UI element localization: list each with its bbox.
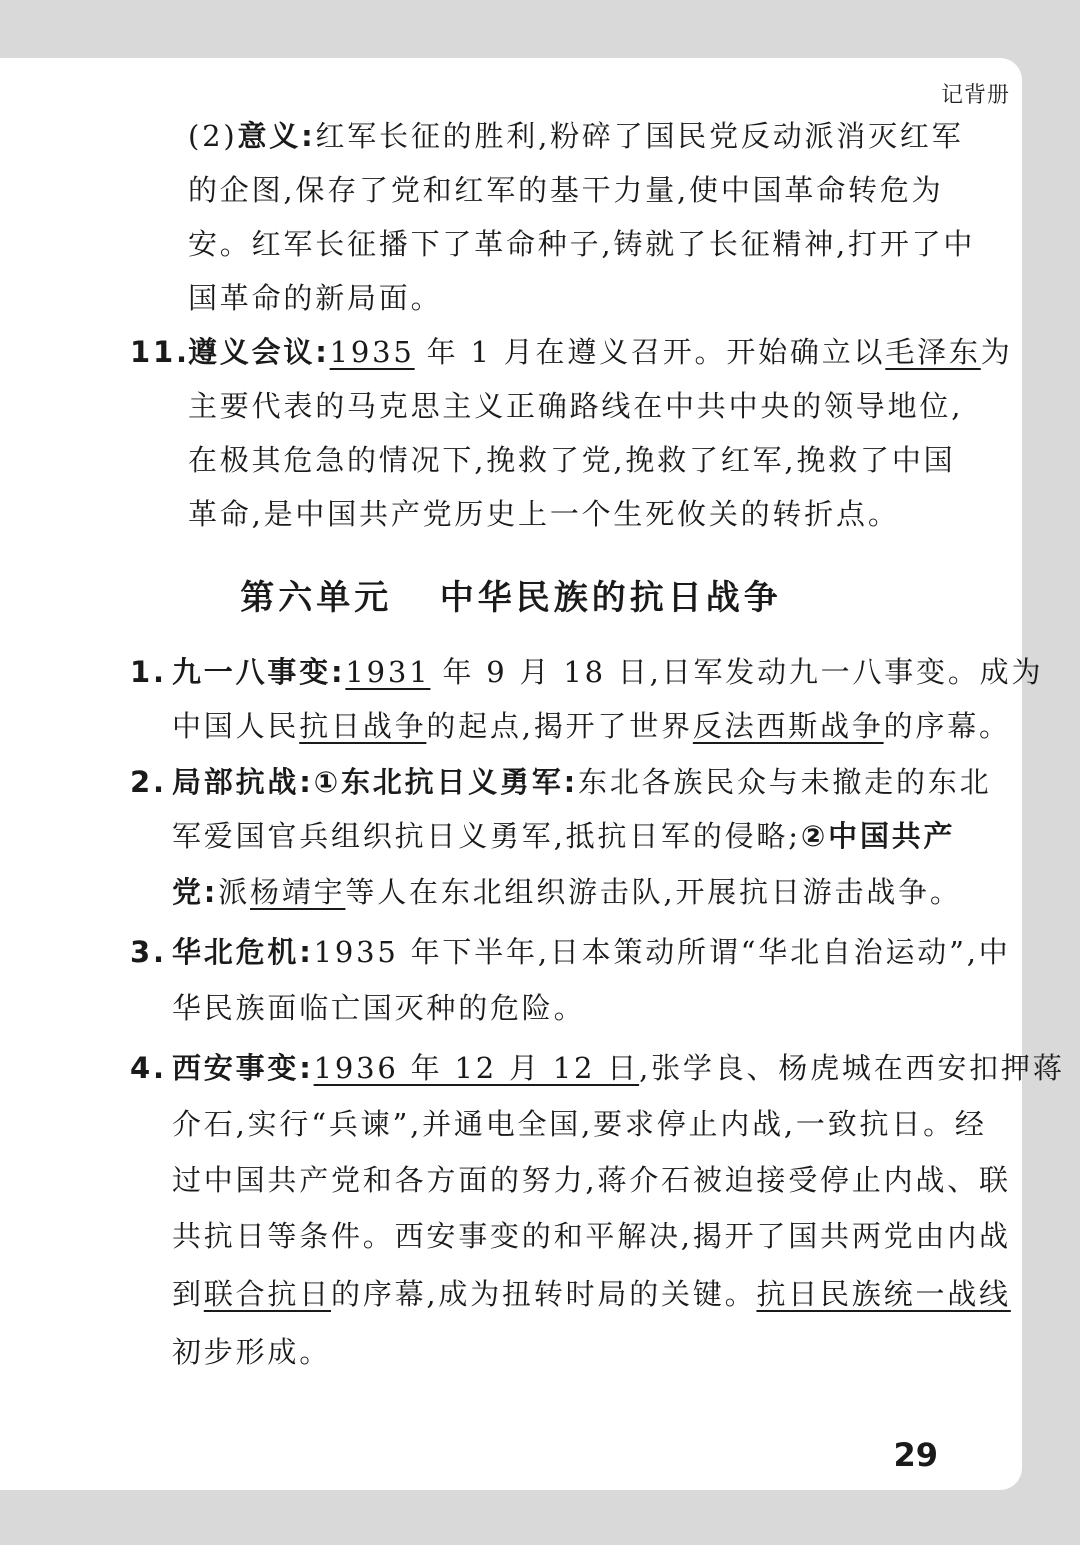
item10-term: 意义: xyxy=(237,119,316,153)
item11-text-b: 为 xyxy=(980,335,1013,369)
unit-item2-sub2-term: ②中国共产 xyxy=(800,819,956,853)
unit-item2-l3-a: 派 xyxy=(218,875,251,909)
unit-item4-front-underlined: 抗日民族统一战线 xyxy=(756,1277,1011,1311)
item10-line2: 的企图,保存了党和红军的基干力量,使中国革命转危为 xyxy=(188,173,944,207)
unit-item3-text: 1935 年下半年,日本策动所谓“华北自治运动”,中 xyxy=(313,935,1011,969)
item11-number: 11. xyxy=(130,335,190,369)
item10-line3: 安。红军长征播下了革命种子,铸就了长征精神,打开了中 xyxy=(188,227,976,261)
unit-item4-l5-b: 的序幕,成为扭转时局的关键。 xyxy=(331,1277,757,1311)
unit-item2-sub2-term-end: 党: xyxy=(172,875,219,909)
unit-item4-number: 4. xyxy=(130,1051,167,1085)
unit-item1-number: 1. xyxy=(130,655,167,689)
item11-line1 xyxy=(188,332,1013,372)
item11-line4: 革命,是中国共产党历史上一个生死攸关的转折点。 xyxy=(188,497,900,531)
unit-item1-l2-a: 中国人民 xyxy=(172,709,300,743)
page-number: 29 xyxy=(893,1436,938,1474)
unit-item1-text-a: 年 9 月 18 日,日军发动九一八事变。成为 xyxy=(430,655,1044,689)
unit-item2-yang-underlined: 杨靖宇 xyxy=(250,875,346,909)
unit-item4-date-underlined: 1936 年 12 月 12 日 xyxy=(313,1051,640,1085)
unit-item2-line1 xyxy=(172,762,991,802)
unit-item1-l2-b: 的起点,揭开了世界 xyxy=(426,709,693,743)
item10-line4: 国革命的新局面。 xyxy=(188,281,443,315)
unit-item4-line2: 介石,实行“兵谏”,并通电全国,要求停止内战,一致抗日。经 xyxy=(172,1107,987,1141)
unit-item3-line1 xyxy=(172,932,1011,972)
unit-item2-line2 xyxy=(172,816,955,856)
unit-item1-line1 xyxy=(172,652,1043,692)
unit-item4-united-underlined: 联合抗日 xyxy=(203,1277,332,1311)
unit-item3-number: 3. xyxy=(130,935,167,969)
unit-item1-year-underlined: 1931 xyxy=(345,655,431,689)
unit-item2-term: 局部抗战: xyxy=(172,765,314,799)
unit-item4-line6: 初步形成。 xyxy=(172,1335,332,1369)
item11-person-underlined: 毛泽东 xyxy=(885,335,981,369)
unit-item1-antifascist-underlined: 反法西斯战争 xyxy=(692,709,884,743)
unit-item2-line2-text: 军爱国官兵组织抗日义勇军,抵抗日军的侵略; xyxy=(172,819,801,853)
header-label: 记背册 xyxy=(940,83,1010,108)
unit-item2-sub1-text: 东北各族民众与未撤走的东北 xyxy=(577,765,992,799)
item11-term: 遵义会议: xyxy=(188,335,330,369)
item10-line1 xyxy=(188,116,964,156)
unit-item4-term: 西安事变: xyxy=(172,1051,314,1085)
unit-title: 第六单元 中华民族的抗日战争 xyxy=(240,578,782,618)
unit-item2-sub1-term: ①东北抗日义勇军: xyxy=(313,765,578,799)
unit-item4-line3: 过中国共产党和各方面的努力,蒋介石被迫接受停止内战、联 xyxy=(172,1163,1011,1197)
unit-item1-term: 九一八事变: xyxy=(172,655,346,689)
unit-item1-war-underlined: 抗日战争 xyxy=(299,709,427,743)
item11-year-underlined: 1935 xyxy=(329,335,415,369)
unit-item3-term: 华北危机: xyxy=(172,935,314,969)
item10-text: 红军长征的胜利,粉碎了国民党反动派消灭红军 xyxy=(315,119,964,153)
unit-item1-line2 xyxy=(172,706,1011,746)
item10-sub-prefix: (2) xyxy=(188,119,238,153)
unit-item2-number: 2. xyxy=(130,765,167,799)
unit-item4-l5-a: 到 xyxy=(172,1277,204,1311)
unit-item4-line5 xyxy=(172,1274,1011,1314)
unit-item4-line1 xyxy=(172,1048,1065,1088)
item11-line3: 在极其危急的情况下,挽救了党,挽救了红军,挽救了中国 xyxy=(188,443,956,477)
unit-item3-line2: 华民族面临亡国灭种的危险。 xyxy=(172,991,586,1025)
unit-item4-text-a: ,张学良、杨虎城在西安扣押蒋 xyxy=(639,1051,1065,1085)
unit-item2-l3-b: 等人在东北组织游击队,开展抗日游击战争。 xyxy=(345,875,962,909)
unit-item4-line4: 共抗日等条件。西安事变的和平解决,揭开了国共两党由内战 xyxy=(172,1219,1011,1253)
item11-text-a: 年 1 月在遵义召开。开始确立以 xyxy=(414,335,886,369)
unit-item1-l2-c: 的序幕。 xyxy=(883,709,1011,743)
unit-item2-line3 xyxy=(172,872,962,912)
item11-line2: 主要代表的马克思主义正确路线在中共中央的领导地位, xyxy=(188,389,964,423)
